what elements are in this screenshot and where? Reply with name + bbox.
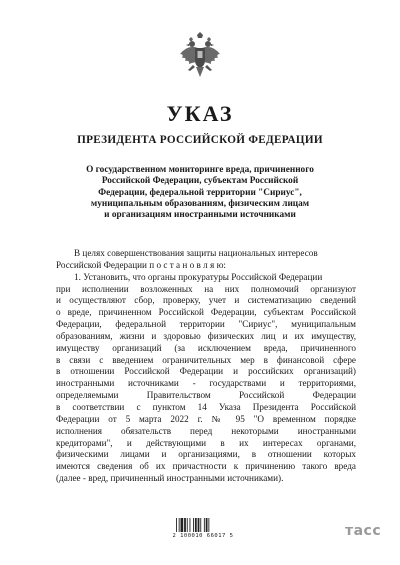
- body-line: о вреде, причиненном Российской Федерации, субъектам Российской: [56, 307, 356, 318]
- body-line: исполнения обязательств перед некоторыми иностранными: [56, 425, 356, 436]
- body-line: и осуществляют сбор, проверку, учет и систематизацию сведений: [56, 295, 356, 306]
- heading-line: О государственном мониторинге вреда, причиненного: [86, 165, 314, 175]
- document-title: УКАЗ: [166, 101, 234, 126]
- body-line: в соответствии с пунктом 14 Указа Президента Российской: [56, 401, 356, 412]
- body-line: имеются сведения об их причастности к причинению такого вреда: [56, 461, 356, 472]
- double-headed-eagle-emblem-icon: [178, 32, 222, 80]
- tass-watermark: тасс: [345, 523, 382, 539]
- body-line: в связи с введением ограничительных мер в финансовой сфере: [56, 354, 356, 365]
- barcode-number: 2 100010 66017 5: [172, 533, 234, 539]
- body-line: при исполнении возложенных на них полномочий организуют: [56, 283, 356, 294]
- body-line: Федерации, федеральной территории "Сириус", муниципальным: [56, 319, 356, 330]
- body-line: физическими лицами и организациями, в отношении которых: [56, 449, 356, 460]
- body-line: иностранными источниками - государствами и территориями,: [56, 378, 356, 389]
- decree-heading: [60, 165, 340, 221]
- body-line: Федерации от 5 марта 2022 г. № 95 "О временном порядке: [56, 413, 356, 424]
- document-subtitle: ПРЕЗИДЕНТА РОССИЙСКОЙ ФЕДЕРАЦИИ: [77, 134, 323, 146]
- body-line: образованиям, жизни и здоровью физических лиц и их имуществу,: [56, 330, 356, 341]
- body-line: определяемыми Правительством Российской Федерации: [56, 390, 356, 401]
- heading-line: и организациям иностранными источниками: [104, 210, 296, 221]
- body-line: в отношении Российской Федерации и российских организаций): [56, 366, 356, 377]
- body-line: В целях совершенствования защиты национальных интересов: [74, 248, 318, 258]
- decree-body: [56, 248, 356, 485]
- body-line: (далее - вред, причиненный иностранными источниками).: [56, 473, 284, 484]
- body-line: 1. Установить, что органы прокуратуры Российской Федерации: [74, 271, 323, 282]
- body-line: имуществу организаций (за исключением вреда, причиненного: [56, 342, 356, 353]
- body-line: Российской Федерации п о с т а н о в л я ю:: [56, 259, 226, 270]
- heading-line: Российской Федерации, субъектам Российской: [101, 176, 299, 187]
- heading-line: Федерации, федеральной территории "Сириус",: [98, 187, 302, 198]
- barcode-icon: [176, 518, 226, 544]
- body-line: кредиторами", и действующими в их интересах органами,: [56, 437, 356, 448]
- heading-line: муниципальным образованиям, физическим лицам: [90, 198, 310, 209]
